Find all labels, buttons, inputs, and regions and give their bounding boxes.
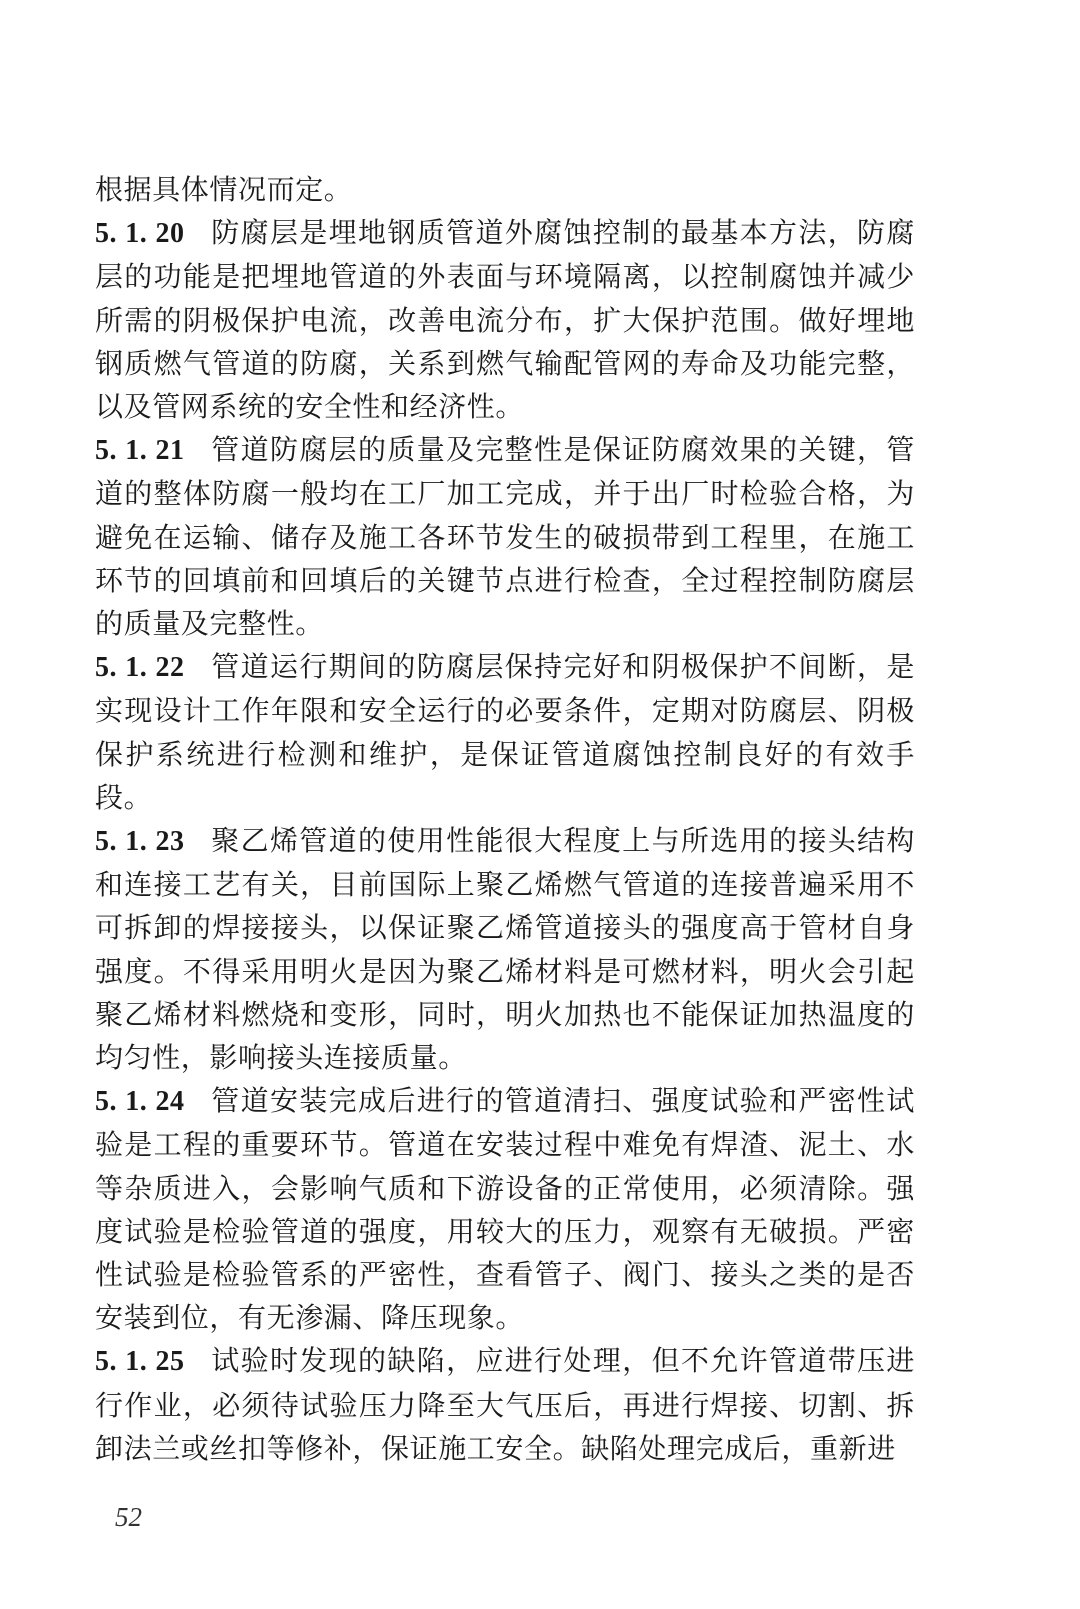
clause-5-1-24 (95, 1079, 915, 1339)
clause-text: 管道运行期间的防腐层保持完好和阴极保护不间断，是实现设计工作年限和安全运行的必要条件，定期对防腐层、阴极保护系统进行检测和维护，是保证管道腐蚀控制良好的有效手段。 (95, 650, 916, 814)
clause-5-1-22 (95, 645, 915, 819)
clause-number: 5. 1. 20 (95, 218, 185, 250)
clause-text: 聚乙烯管道的使用性能很大程度上与所选用的接头结构和连接工艺有关，目前国际上聚乙烯燃气管道的连接普遍采用不可拆卸的焊接接头，以保证聚乙烯管道接头的强度高于管材自身强度。不得采用明火是因为聚乙烯材料是可燃材料，明火会引起聚乙烯材料燃烧和变形，同时，明火加热也不能保证加热温度的均匀性，影响接头连接质量。 (95, 824, 916, 1075)
clause-text: 试验时发现的缺陷，应进行处理，但不允许管道带压进行作业，必须待试验压力降至大气压后，再进行焊接、切割、拆卸法兰或丝扣等修补，保证施工安全。缺陷处理完成后，重新进 (95, 1344, 916, 1465)
clause-text: 管道防腐层的质量及完整性是保证防腐效果的关键，管道的整体防腐一般均在工厂加工完成，并于出厂时检验合格，为避免在运输、储存及施工各环节发生的破损带到工程里，在施工环节的回填前和回填后的关键节点进行检查，全过程控制防腐层的质量及完整性。 (95, 433, 916, 641)
paragraph-text: 根据具体情况而定。 (95, 173, 353, 206)
clause-text: 防腐层是埋地钢质管道外腐蚀控制的最基本方法，防腐层的功能是把埋地管道的外表面与环境隔离，以控制腐蚀并减少所需的阴极保护电流，改善电流分布，扩大保护范围。做好埋地钢质燃气管道的防腐，关系到燃气输配管网的寿命及功能完整，以及管网系统的安全性和经济性。 (95, 216, 916, 424)
clause-number: 5. 1. 24 (95, 1086, 185, 1118)
clause-number: 5. 1. 23 (95, 826, 185, 858)
clause-5-1-20 (95, 211, 915, 428)
clause-number: 5. 1. 25 (95, 1346, 185, 1378)
clause-number: 5. 1. 21 (95, 435, 185, 467)
page-number: 52 (115, 1502, 142, 1532)
clause-text: 管道安装完成后进行的管道清扫、强度试验和严密性试验是工程的重要环节。管道在安装过程中难免有焊渣、泥土、水等杂质进入，会影响气质和下游设备的正常使用，必须清除。强度试验是检验管道的强度，用较大的压力，观察有无破损。严密性试验是检验管系的严密性，查看管子、阀门、接头之类的是否安装到位，有无渗漏、降压现象。 (95, 1084, 916, 1335)
continuation-paragraph (95, 168, 915, 211)
body-text (95, 168, 915, 1470)
clause-number: 5. 1. 22 (95, 652, 185, 684)
clause-5-1-25 (95, 1339, 915, 1470)
clause-5-1-23 (95, 819, 915, 1079)
clause-5-1-21 (95, 428, 915, 645)
